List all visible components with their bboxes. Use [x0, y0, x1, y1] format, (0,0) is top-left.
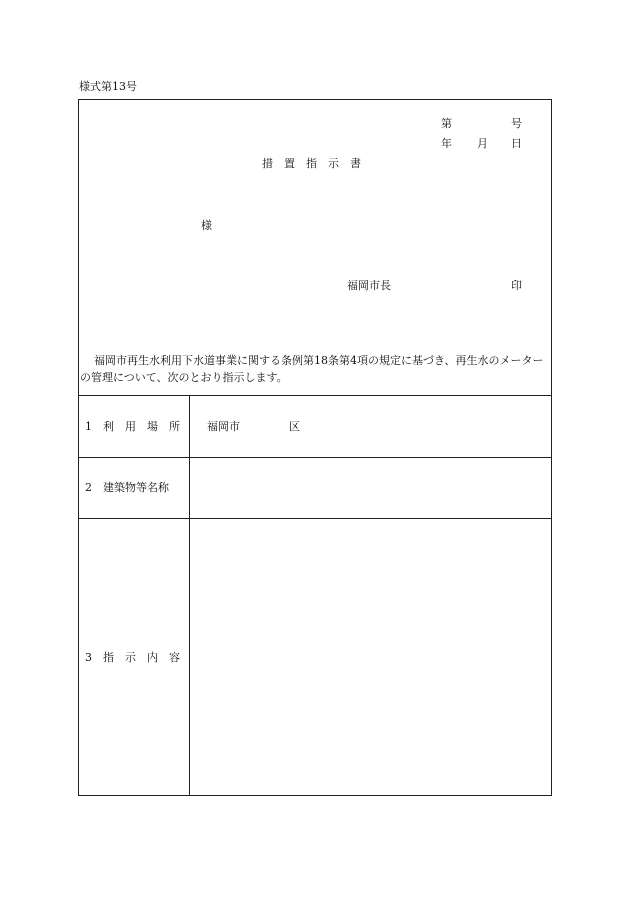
date-label-day: 日: [511, 137, 522, 150]
row-label-location: 1 利 用 場 所: [85, 420, 180, 433]
row-value-city: 福岡市: [207, 420, 240, 433]
recipient-suffix: 様: [201, 219, 212, 232]
number-label-dai: 第: [441, 117, 452, 130]
row-value-ward: 区: [289, 420, 300, 433]
row-divider: [78, 518, 552, 519]
date-label-year: 年: [441, 137, 452, 150]
date-label-month: 月: [477, 137, 488, 150]
issuer-name: 福岡市長: [347, 279, 391, 292]
document-title: 措 置 指 示 書: [262, 157, 361, 170]
number-label-go: 号: [511, 117, 522, 130]
form-number: 様式第13号: [79, 80, 137, 93]
row-divider: [78, 457, 552, 458]
column-divider: [189, 395, 190, 796]
intro-paragraph: 福岡市再生水利用下水道事業に関する条例第18条第4項の規定に基づき、再生水のメーターの管理について、次のとおり指示します。: [80, 354, 544, 384]
seal-mark: 印: [511, 279, 522, 292]
row-label-building-name: 2 建築物等名称: [85, 481, 169, 494]
row-label-instructions: 3 指 示 内 容: [85, 651, 180, 664]
form-frame: [78, 99, 552, 796]
section-divider: [78, 395, 552, 396]
